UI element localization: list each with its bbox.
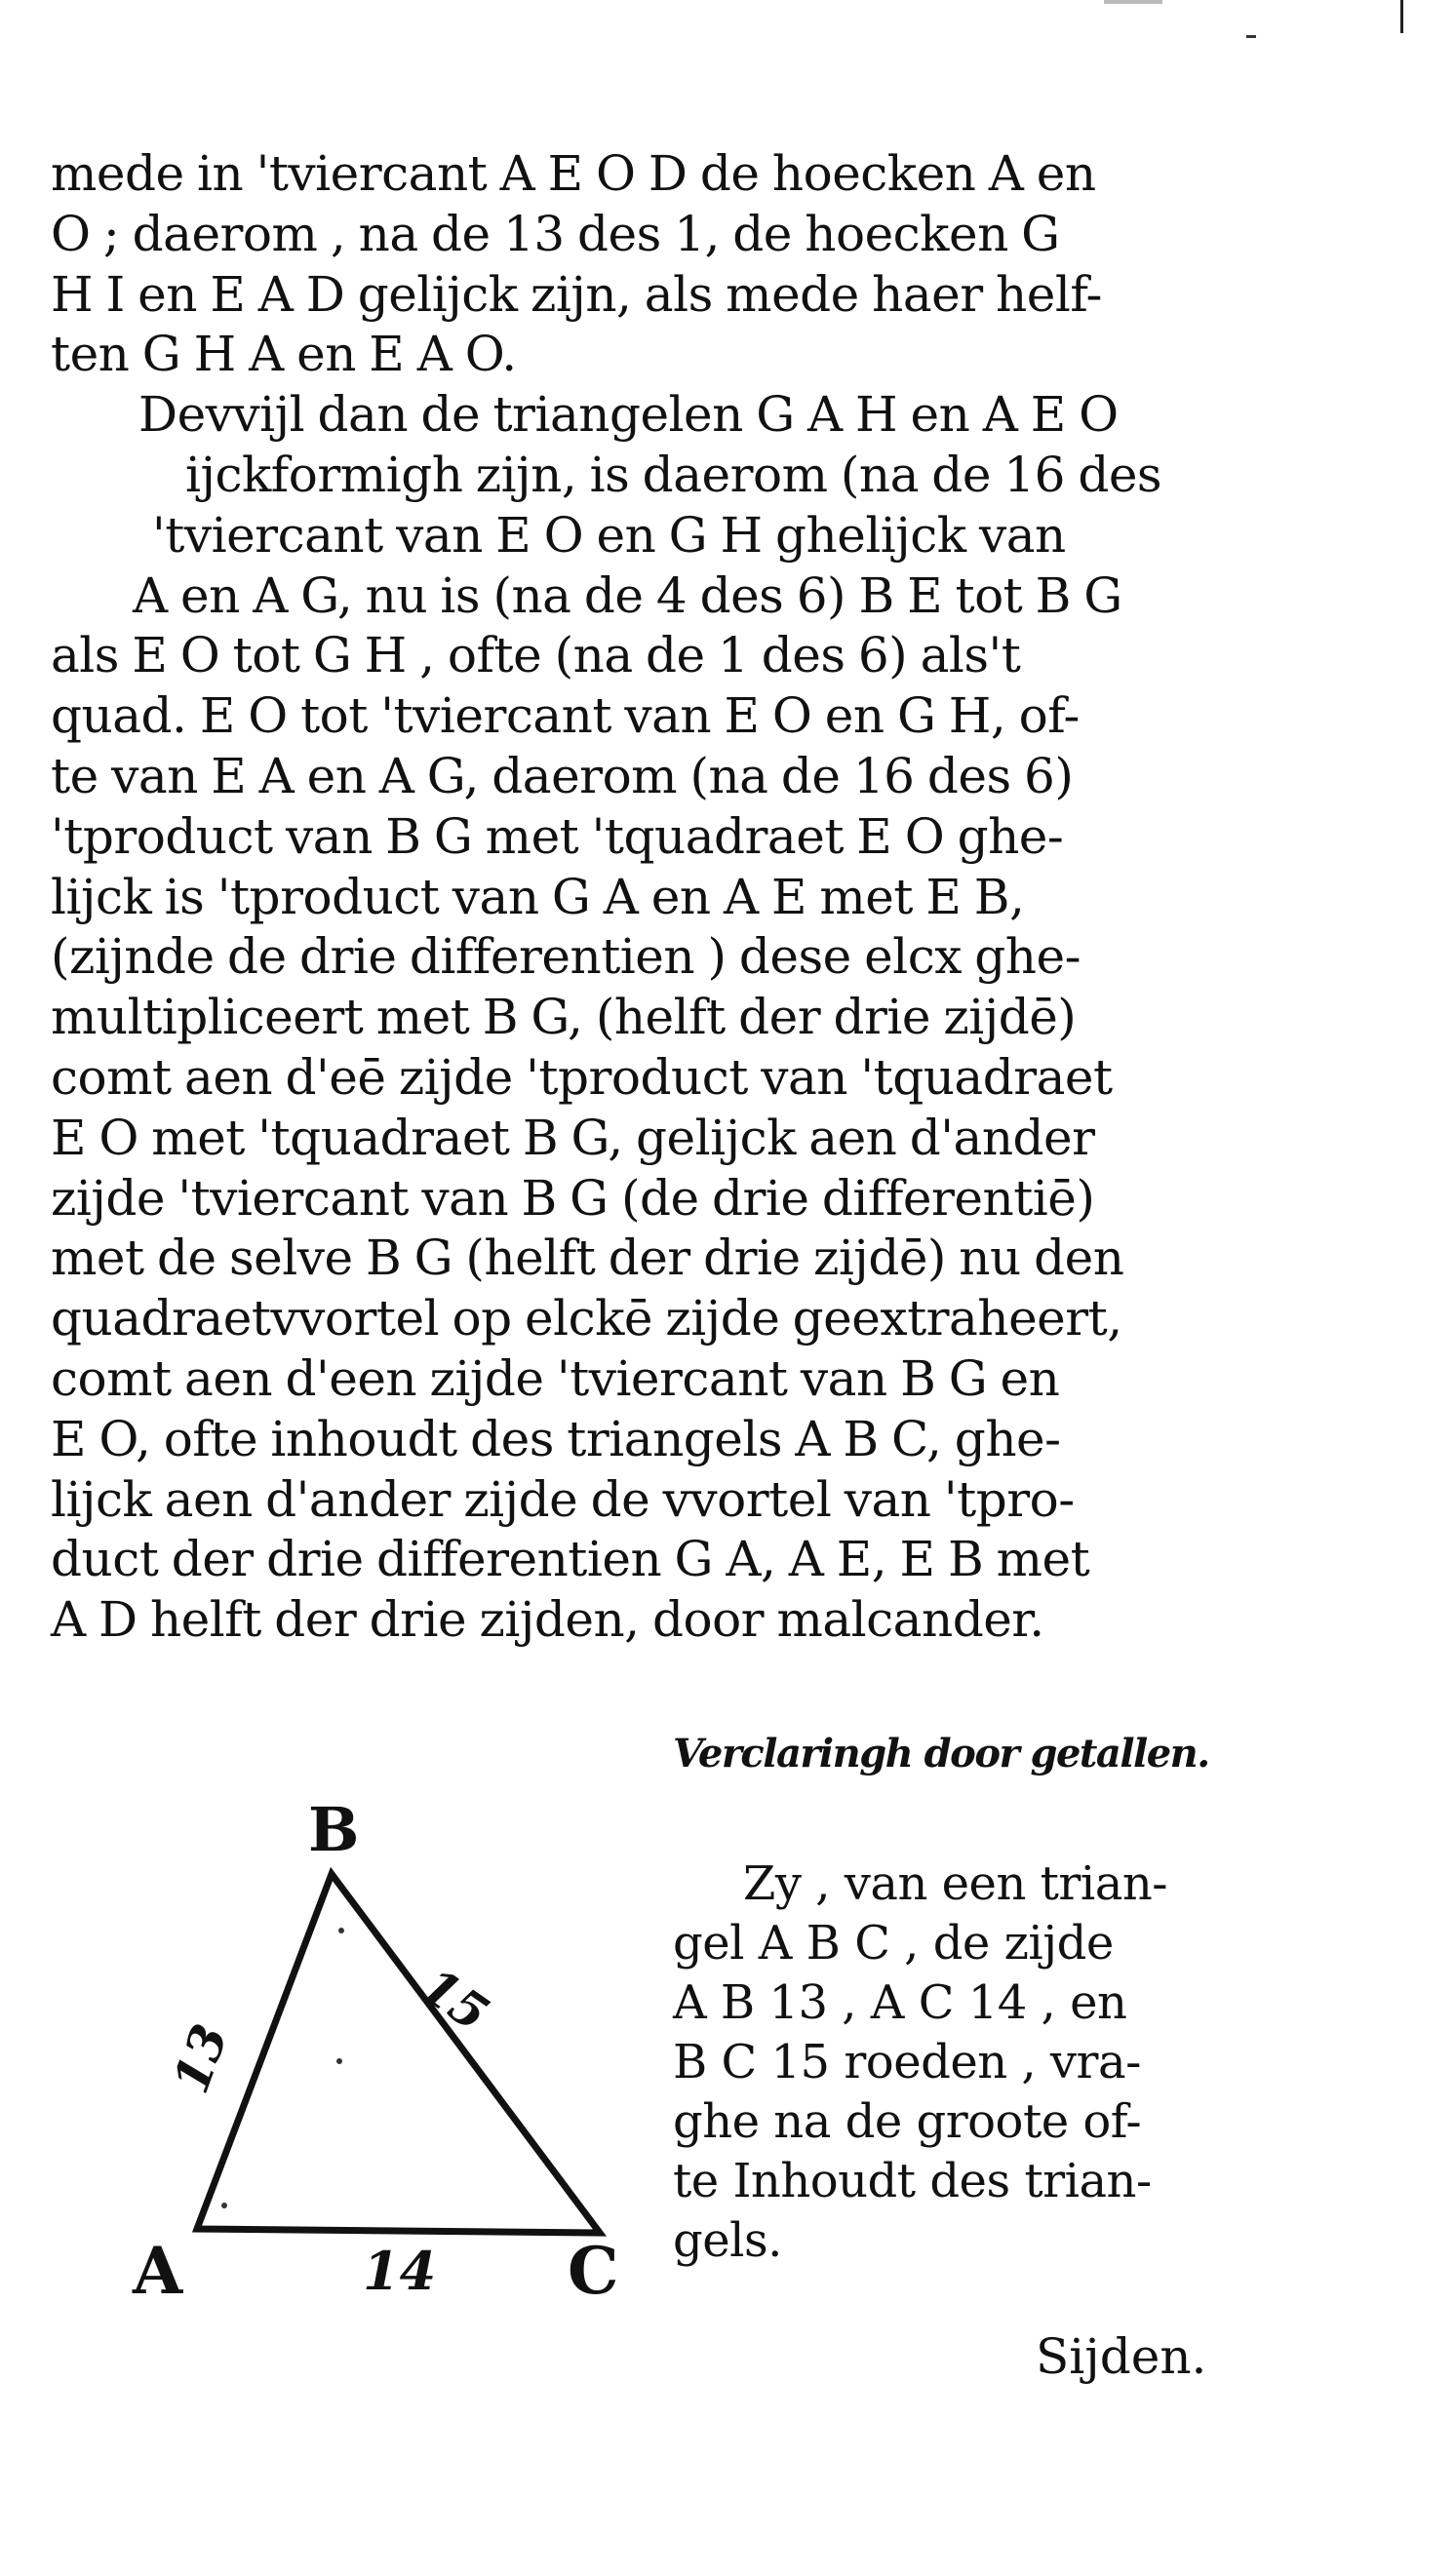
text-line: te van E A en A G, daerom (na de 16 des 6) bbox=[51, 747, 1074, 804]
text-line: quad. E O tot 'tviercant van E O en G H, of- bbox=[51, 687, 1080, 745]
side-label-bc: 15 bbox=[411, 1956, 499, 2043]
text-line: 'tproduct van B G met 'tquadraet E O ghe- bbox=[51, 807, 1064, 865]
side-label-ab: 13 bbox=[161, 2016, 240, 2101]
text-line: 'tviercant van E O en G H ghelijck van bbox=[152, 506, 1066, 564]
figure-dot bbox=[221, 2203, 227, 2208]
triangle-outline bbox=[197, 1874, 600, 2233]
text-line: H I en E A D gelijck zijn, als mede haer helf- bbox=[51, 265, 1102, 323]
page-edge-mark bbox=[1400, 0, 1403, 33]
text-line: A D helft der drie zijden, door malcander. bbox=[51, 1591, 1044, 1649]
example-text-block bbox=[673, 1854, 1258, 2271]
text-line: E O met 'tquadraet B G, gelijck aen d'ander bbox=[51, 1109, 1095, 1166]
text-line: met de selve B G (helft der drie zijdē) nu den bbox=[51, 1229, 1124, 1287]
text-line: Zy , van een trian- bbox=[743, 1856, 1167, 1911]
text-line: Devvijl dan de triangelen G A H en A E O bbox=[138, 386, 1119, 444]
text-line: lijck is 'tproduct van G A en A E met E B, bbox=[51, 868, 1025, 925]
text-line: ghe na de groote of- bbox=[673, 2094, 1142, 2149]
text-line: quadraetvvortel op elckē zijde geextraheert, bbox=[51, 1290, 1122, 1347]
side-label-ac: 14 bbox=[363, 2240, 437, 2302]
text-line: B C 15 roeden , vra- bbox=[673, 2035, 1141, 2089]
text-line: multipliceert met B G, (helft der drie zijdē) bbox=[51, 989, 1077, 1046]
text-line: comt aen d'eē zijde 'tproduct van 'tquadraet bbox=[51, 1048, 1113, 1106]
section-heading: Verclaringh door getallen. bbox=[673, 1731, 1209, 1776]
catchword: Sijden. bbox=[1036, 2328, 1207, 2385]
triangle-figure bbox=[107, 1784, 673, 2311]
main-text-block bbox=[51, 144, 1250, 1651]
text-line: zijde 'tviercant van B G (de drie differentiē) bbox=[51, 1169, 1095, 1227]
page-dash-mark bbox=[1246, 35, 1256, 38]
figure-dot bbox=[336, 2058, 342, 2064]
text-line: comt aen d'een zijde 'tviercant van B G en bbox=[51, 1349, 1060, 1407]
text-line: mede in 'tviercant A E O D de hoecken A en bbox=[51, 145, 1096, 202]
text-line: als E O tot G H , ofte (na de 1 des 6) als't bbox=[51, 627, 1021, 684]
text-line: gels. bbox=[673, 2213, 782, 2268]
text-line: lijck aen d'ander zijde de vvortel van 'tpro- bbox=[51, 1470, 1075, 1528]
vertex-label-c: C bbox=[568, 2233, 619, 2309]
text-line: ijckformigh zijn, is daerom (na de 16 des bbox=[185, 446, 1162, 503]
text-line: duct der drie differentien G A, A E, E B met bbox=[51, 1531, 1090, 1588]
text-line: A B 13 , A C 14 , en bbox=[673, 1975, 1127, 2030]
text-line: te Inhoudt des trian- bbox=[673, 2154, 1152, 2208]
page-smudge bbox=[1104, 0, 1162, 4]
text-line: A en A G, nu is (na de 4 des 6) B E tot B G bbox=[133, 566, 1122, 624]
text-line: E O, ofte inhoudt des triangels A B C, ghe- bbox=[51, 1410, 1061, 1467]
figure-dot bbox=[338, 1928, 344, 1933]
text-line: (zijnde de drie differentien ) dese elcx ghe- bbox=[51, 928, 1081, 986]
vertex-label-a: A bbox=[133, 2233, 183, 2309]
text-line: ten G H A en E A O. bbox=[51, 326, 517, 383]
text-line: gel A B C , de zijde bbox=[673, 1916, 1114, 1971]
vertex-label-b: B bbox=[308, 1794, 360, 1865]
text-line: O ; daerom , na de 13 des 1, de hoecken G bbox=[51, 205, 1060, 262]
